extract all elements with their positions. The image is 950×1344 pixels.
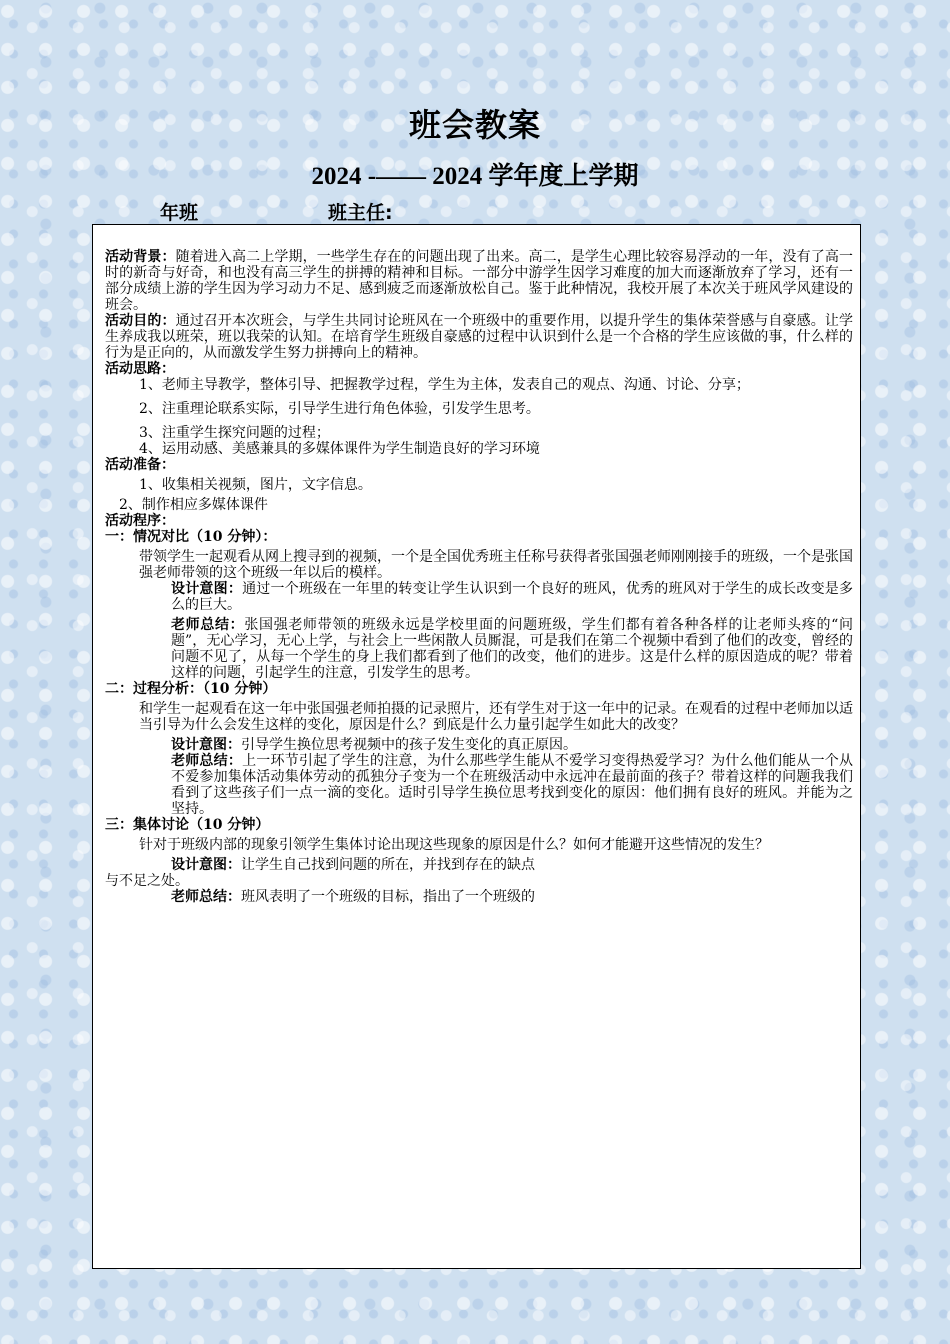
prep-label: 活动准备： xyxy=(105,457,175,473)
section3-summary-text: 班风表明了一个班级的目标，指出了一个班级的 xyxy=(241,889,535,905)
section2-intent-text: 引导学生换位思考视频中的孩子发生变化的真正原因。 xyxy=(241,737,577,753)
purpose-label: 活动目的： xyxy=(105,313,176,329)
school-year: 2024 -—— 2024 学年度上学期 xyxy=(311,163,639,190)
section2-intent-label: 设计意图： xyxy=(171,737,241,753)
section3-intent xyxy=(105,857,853,873)
section1-heading: 一：情况对比（10 分钟）： xyxy=(105,529,277,545)
section2-summary xyxy=(105,753,853,817)
section3-summary xyxy=(105,889,853,905)
procedure-label: 活动程序： xyxy=(105,513,175,529)
section2-intent xyxy=(105,737,853,753)
ideas-item: 3、注重学生探究问题的过程； xyxy=(139,425,330,441)
ideas-item: 1、老师主导教学，整体引导、把握教学过程，学生为主体，发表自己的观点、沟通、讨论、分享； xyxy=(139,377,750,393)
purpose-text: 通过召开本次班会，与学生共同讨论班风在一个班级中的重要作用，以提升学生的集体荣誉感与自豪感。让学生养成我以班荣，班以我荣的认知。在培育学生班级自豪感的过程中认识到什么是一个合格的学生应该做的事，什么样的行为是正向的，从而激发学生努力拼搏向上的精神。 xyxy=(105,313,853,361)
prep-item: 1、收集相关视频，图片，文字信息。 xyxy=(139,477,372,493)
purpose-paragraph xyxy=(105,313,853,361)
background-text: 随着进入高二上学期，一些学生存在的问题出现了出来。高二，是学生心理比较容易浮动的一年，没有了高一时的新奇与好奇，和也没有高三学生的拼搏的精神和目标。一部分中游学生因学习难度的加大而逐渐放弃了学习，还有一部分成绩上游的学生因为学习动力不足、感到疲乏而逐渐放松自己。鉴于此种情况，我校开展了本次关于班风学风建设的班会。 xyxy=(105,249,853,313)
ideas-label: 活动思路： xyxy=(105,361,175,377)
section2-heading: 二：过程分析：（10 分钟） xyxy=(105,681,277,697)
section2-summary-text: 上一环节引起了学生的注意，为什么那些学生能从不爱学习变得热爱学习？为什么他们能从一个从不爱参加集体活动集体劳动的孤独分子变为一个在班级活动中永远冲在最前面的孩子？带着这样的问题我我们看到了这些孩子们一点一滴的变化。适时引导学生换位思考找到变化的原因：他们拥有良好的班风。并能为之坚持。 xyxy=(171,753,854,817)
lesson-plan-content xyxy=(105,249,853,905)
section3-summary-label: 老师总结： xyxy=(171,889,241,905)
section1-intent xyxy=(105,581,853,613)
background-paragraph xyxy=(105,249,853,313)
section3-intent-text: 让学生自己找到问题的所在，并找到存在的缺点 xyxy=(241,857,535,873)
ideas-item: 2、注重理论联系实际，引导学生进行角色体验，引发学生思考。 xyxy=(139,401,540,417)
class-label: 年班 xyxy=(160,202,199,224)
background-label: 活动背景： xyxy=(105,249,176,265)
section3-intent-label: 设计意图： xyxy=(171,857,241,873)
section1-intent-label: 设计意图： xyxy=(171,581,243,597)
section1-summary-label: 老师总结： xyxy=(171,617,245,633)
teacher-label: 班主任: xyxy=(328,202,393,224)
page-title: 班会教案 xyxy=(408,106,541,144)
section1-summary xyxy=(105,617,853,681)
section3-heading: 三：集体讨论（10 分钟） xyxy=(105,817,270,833)
section1-intent-text: 通过一个班级在一年里的转变让学生认识到一个良好的班风，优秀的班风对于学生的成长改变是多么的巨大。 xyxy=(171,581,854,613)
section2-text: 和学生一起观看在这一年中张国强老师拍摄的记录照片，还有学生对于这一年中的记录。在观看的过程中老师加以适当引导为什么会发生这样的变化，原因是什么？到底是什么力量引起学生如此大的改变？ xyxy=(139,701,853,733)
section1-summary-text: 张国强老师带领的班级永远是学校里面的问题班级，学生们都有着各种各样的让老师头疼的“问题”，无心学习，无心上学，与社会上一些闲散人员厮混，可是我们在第二个视频中看到了他们的改变，曾经的问题不见了，从每一个学生的身上我们都看到了他们的改变，他们的进步。这是什么样的原因造成的呢？带着这样的问题，引起学生的注意，引发学生的思考。 xyxy=(171,617,854,681)
prep-item: 2、制作相应多媒体课件 xyxy=(119,497,268,513)
section2-summary-label: 老师总结： xyxy=(171,753,243,769)
section3-text: 针对于班级内部的现象引领学生集体讨论出现这些现象的原因是什么？如何才能避开这些情况的发生？ xyxy=(139,837,769,853)
ideas-item: 4、运用动感、美感兼具的多媒体课件为学生制造良好的学习环境 xyxy=(139,441,540,457)
section1-text: 带领学生一起观看从网上搜寻到的视频，一个是全国优秀班主任称号获得者张国强老师刚刚接手的班级，一个是张国强老师带领的这个班级一年以后的模样。 xyxy=(139,549,853,581)
lesson-plan-box xyxy=(92,224,861,1269)
section3-intent-continuation: 与不足之处。 xyxy=(105,873,189,889)
